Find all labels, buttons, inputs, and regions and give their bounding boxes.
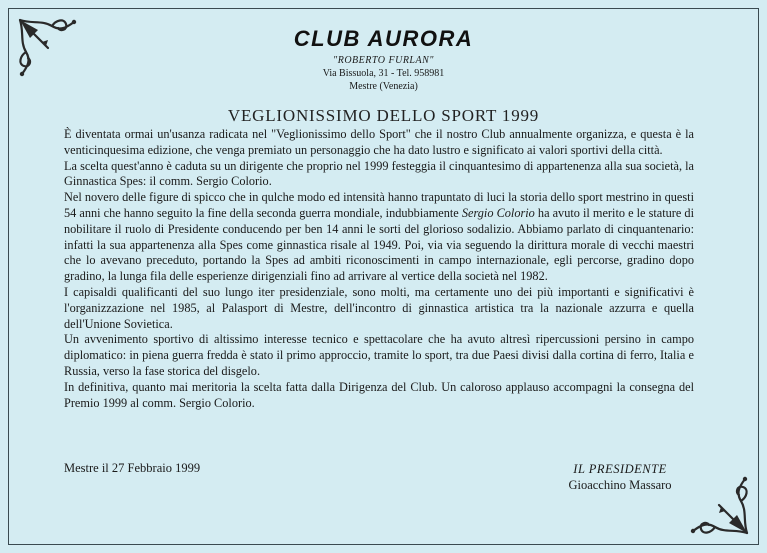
paragraph: I capisaldi qualificanti del suo lungo iter presidenziale, sono molti, ma certamente uno dei più importanti e significativi è l'organizzazione nel 1985, al Palasport di Mestre, dell'incontro di ginnastica artistica tra la nazionale azzurra e quella dell'Unione Sovietica. — [64, 284, 694, 331]
paragraph — [64, 190, 694, 285]
honoree-name: Sergio Colorio — [461, 205, 535, 220]
signature-block — [540, 461, 700, 493]
date-line: Mestre il 27 Febbraio 1999 — [64, 461, 201, 475]
paragraph: È diventata ormai un'usanza radicata nel "Veglionissimo dello Sport" che il nostro Club annualmente organizza, e questa è la venticinquesima edizione, che venga premiato un personaggio che ha dato lustro e significato ai valori sportivi della città. — [64, 127, 694, 157]
paragraph: La scelta quest'anno è caduta su un dirigente che proprio nel 1999 festeggia il cinquantesimo di appartenenza alla sua società, la Ginnastica Spes: il comm. Sergio Colorio. — [64, 158, 694, 189]
club-city: Mestre (Venezia) — [349, 81, 418, 92]
paragraph: In definitiva, quanto mai meritoria la scelta fatta dalla Dirigenza del Club. Un caloroso applauso accompagni la consegna del Premio 1999 al comm. Sergio Colorio. — [64, 379, 694, 410]
letterhead — [0, 26, 767, 93]
paragraph-text: ha avuto il merito e le stature di nobilitare il ruolo di Presidente conducendo per ben 14 anni le sorti del glorioso sodalizio. Abbiamo parlato di cinquantenario: infatti la sua appartenenza alla Spes come ginnastica risale al 1949. Poi, via via seguendo la dirittura morale di vecchi maestri che lo avevano preceduto, portando la Spes ad ambiti riconoscimenti in campo internazionale, egli percorse, gradino dopo gradino, la lunga fila delle esperienze dirigenziali fino ad arrivare al vertice della società nel 1982. — [64, 205, 694, 284]
paragraph: Un avvenimento sportivo di altissimo interesse tecnico e spettacolare che ha avuto altresì ripercussioni persino in campo diplomatico: in piena guerra fredda è stato il primo approccio, tramite lo sport, tra due Paesi divisi dalla cortina di ferro, Italia e Russia, verso la fase storica del disgelo. — [64, 332, 694, 378]
paragraph-text: Nel novero delle figure di spicco che in qulche modo ed intensità hanno trapuntato di luci la storia dello sport mestrino in questi 54 anni che hanno seguito la fine della seconda guerra mondiale, indubbiamente — [64, 190, 694, 220]
signature-name: Gioacchino Massaro — [568, 478, 672, 492]
club-subtitle: "ROBERTO FURLAN" — [333, 55, 434, 66]
club-name: CLUB AURORA — [293, 26, 474, 51]
letter-body — [64, 127, 694, 411]
signature-title: IL PRESIDENTE — [573, 462, 667, 476]
club-address: Via Bissuola, 31 - Tel. 958981 — [322, 68, 445, 79]
document-title: VEGLIONISSIMO DELLO SPORT 1999 — [227, 106, 540, 125]
